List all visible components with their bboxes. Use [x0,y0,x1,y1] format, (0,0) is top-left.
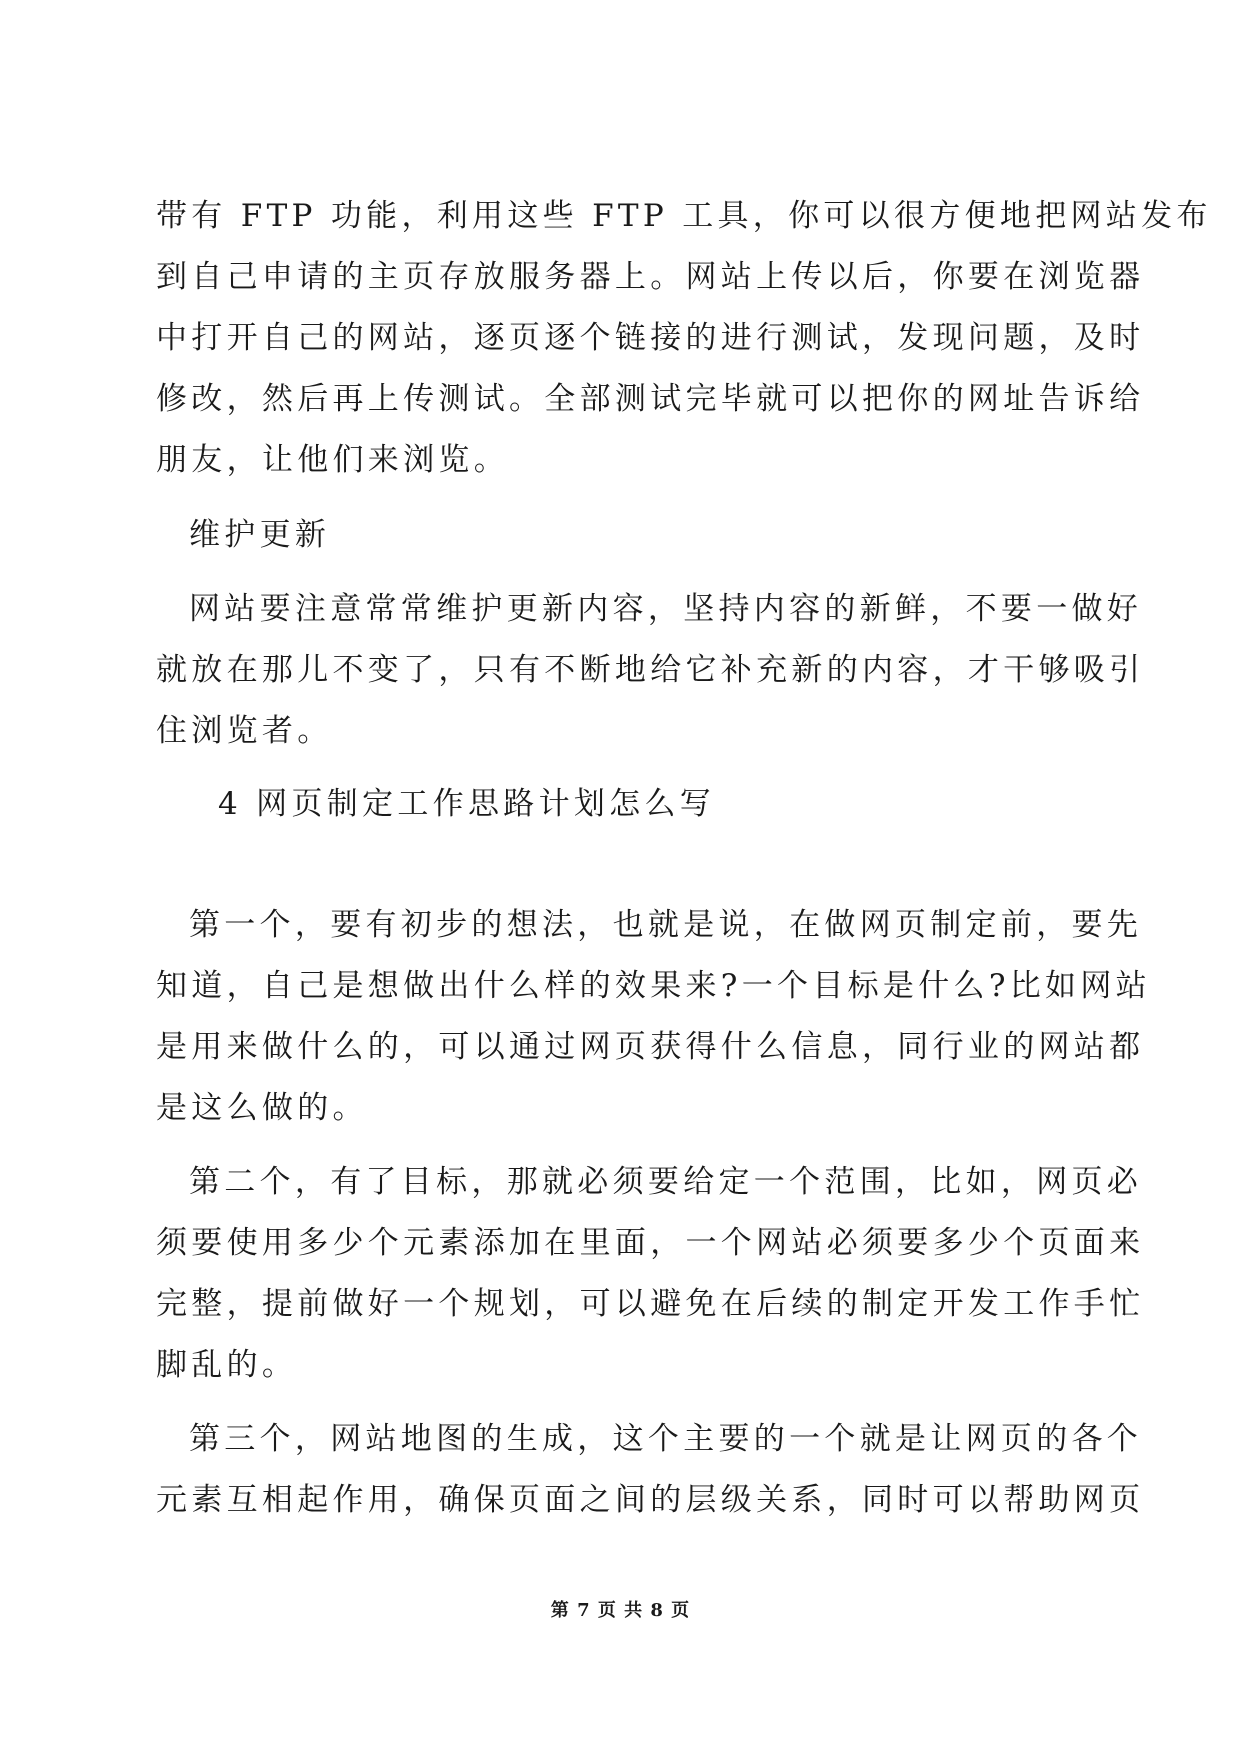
paragraph-line: 到自己申请的主页存放服务器上。网站上传以后，你要在浏览器 [156,259,1145,295]
page-number-footer: 第 7 页 共 8 页 [550,1600,691,1621]
paragraph-line: 住浏览者。 [156,713,333,749]
paragraph-line: 是用来做什么的，可以通过网页获得什么信息，同行业的网站都 [156,1029,1145,1065]
paragraph-line: 脚乱的。 [156,1347,298,1383]
section-heading: 维护更新 [189,517,331,553]
paragraph-line: 须要使用多少个元素添加在里面，一个网站必须要多少个页面来 [156,1225,1145,1261]
paragraph-line: 是这么做的。 [156,1090,368,1126]
paragraph-line: 知道，自己是想做出什么样的效果来?一个目标是什么?比如网站 [156,968,1151,1004]
section-title: 4 网页制定工作思路计划怎么写 [218,786,716,822]
paragraph-line: 修改，然后再上传测试。全部测试完毕就可以把你的网址告诉给 [156,381,1145,417]
paragraph-line: 朋友，让他们来浏览。 [156,442,509,478]
paragraph-line: 网站要注意常常维护更新内容，坚持内容的新鲜，不要一做好 [189,591,1143,627]
paragraph-line: 中打开自己的网站，逐页逐个链接的进行测试，发现问题，及时 [156,320,1145,356]
paragraph-line: 第三个，网站地图的生成，这个主要的一个就是让网页的各个 [189,1421,1143,1457]
paragraph-line: 就放在那儿不变了，只有不断地给它补充新的内容，才干够吸引 [156,652,1145,688]
paragraph-line: 完整，提前做好一个规划，可以避免在后续的制定开发工作手忙 [156,1286,1145,1322]
paragraph-line: 第一个，要有初步的想法，也就是说，在做网页制定前，要先 [189,907,1143,943]
paragraph-line: 元素互相起作用，确保页面之间的层级关系，同时可以帮助网页 [156,1482,1145,1518]
paragraph-line: 带有 FTP 功能，利用这些 FTP 工具，你可以很方便地把网站发布 [156,198,1212,234]
paragraph-line: 第二个，有了目标，那就必须要给定一个范围，比如，网页必 [189,1164,1143,1200]
